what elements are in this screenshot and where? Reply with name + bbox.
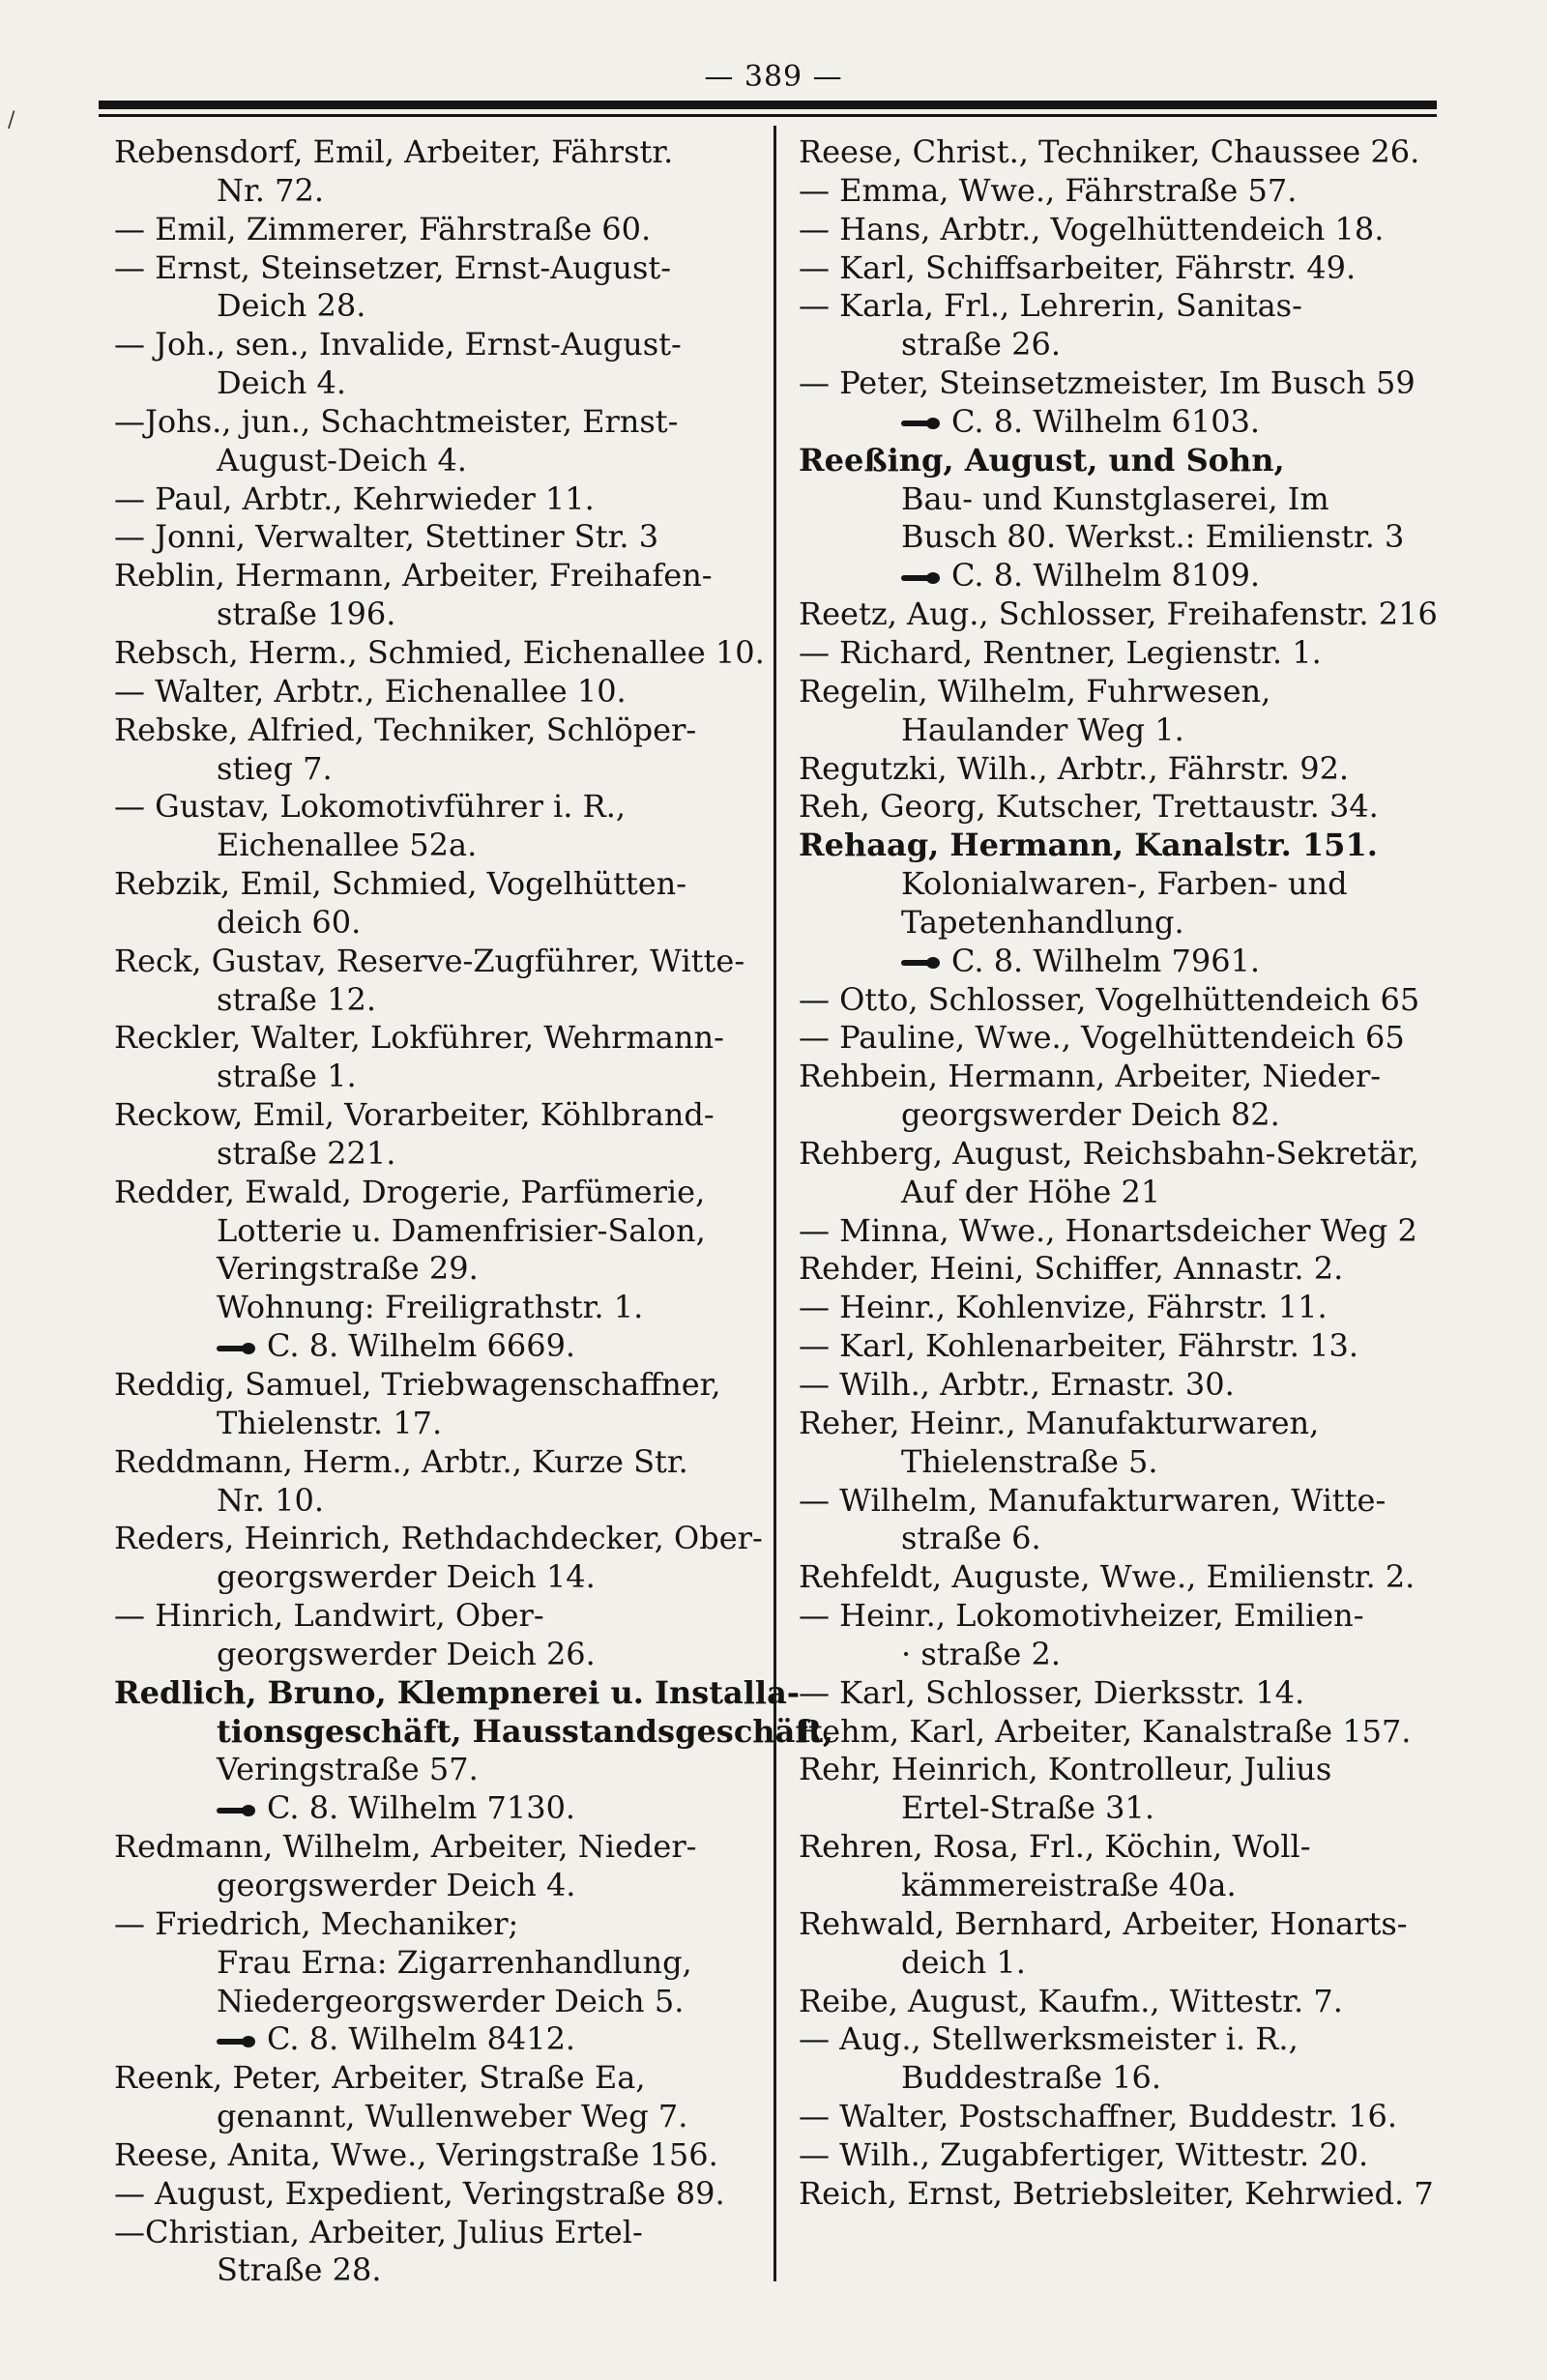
directory-line-text: C. 8. Wilhelm 8412. [267, 2020, 576, 2058]
directory-line [114, 1558, 760, 1597]
directory-line [799, 750, 1448, 789]
directory-line-text: straße 1. [217, 1058, 357, 1095]
directory-line-text: Rehwald, Bernhard, Arbeiter, Honarts- [799, 1904, 1408, 1942]
directory-line-text: — Peter, Steinsetzmeister, Im Busch 59 [799, 364, 1416, 402]
directory-line-text: —Christian, Arbeiter, Julius Ertel- [114, 2213, 643, 2250]
directory-line [799, 1520, 1448, 1558]
directory-line-text: Reese, Christ., Techniker, Chaussee 26. [799, 133, 1420, 170]
directory-line-text: Reckler, Walter, Lokführer, Wehrmann- [114, 1019, 724, 1057]
directory-line [114, 1096, 760, 1135]
directory-line [114, 788, 760, 827]
directory-line [114, 249, 760, 288]
directory-line [114, 211, 760, 249]
directory-line [799, 403, 1448, 442]
directory-line-text: Reese, Anita, Wwe., Veringstraße 156. [114, 2135, 718, 2173]
directory-line-text: Reders, Heinrich, Rethdachdecker, Ober- [114, 1520, 763, 1557]
directory-line [114, 1327, 760, 1366]
directory-line-text: Reddig, Samuel, Triebwagenschaffner, [114, 1366, 721, 1403]
directory-line [114, 1905, 760, 1944]
directory-line-text: — Joh., sen., Invalide, Ernst-August- [114, 326, 682, 363]
directory-line-text: · straße 2. [901, 1635, 1062, 1672]
directory-line-text: tionsgeschäft, Hausstandsgeschäft, [217, 1712, 833, 1750]
directory-line [114, 673, 760, 711]
directory-line-text: — Karl, Kohlenarbeiter, Fährstr. 13. [799, 1327, 1358, 1365]
directory-line-text: C. 8. Wilhelm 7961. [951, 942, 1261, 979]
directory-line [799, 788, 1448, 827]
directory-line [799, 364, 1448, 403]
directory-line [114, 1597, 760, 1636]
directory-line [799, 442, 1448, 480]
telephone-icon [901, 418, 942, 429]
directory-line-text: August-Deich 4. [217, 441, 467, 479]
directory-line [114, 1712, 833, 1752]
directory-line-text: — Friedrich, Mechaniker; [114, 1904, 519, 1942]
directory-line [799, 1289, 1448, 1327]
directory-line-text: Auf der Höhe 21 [901, 1173, 1161, 1210]
directory-line [799, 904, 1448, 943]
directory-line [114, 2136, 760, 2175]
directory-line-text: Reetz, Aug., Schlosser, Freihafenstr. 216 [799, 595, 1438, 633]
directory-line-text: Thielenstr. 17. [217, 1404, 443, 1441]
directory-line-text: Lotterie u. Damenfrisier-Salon, [217, 1211, 706, 1249]
directory-line-text: Wohnung: Freiligrathstr. 1. [217, 1289, 644, 1326]
directory-line-text: — August, Expedient, Veringstraße 89. [114, 2174, 725, 2212]
directory-line [114, 1983, 760, 2021]
directory-line [799, 943, 1448, 981]
directory-line-text: Ertel-Straße 31. [901, 1789, 1155, 1827]
directory-line [799, 172, 1448, 211]
directory-line [799, 2059, 1448, 2098]
directory-line [799, 1327, 1448, 1366]
directory-line-text: Rehm, Karl, Arbeiter, Kanalstraße 157. [799, 1712, 1412, 1750]
directory-line-text: Eichenallee 52a. [217, 827, 478, 864]
directory-line-text: Haulander Weg 1. [901, 711, 1184, 748]
directory-line-text: — Karl, Schiffsarbeiter, Fährstr. 49. [799, 248, 1357, 286]
directory-line [799, 1019, 1448, 1058]
directory-line [799, 480, 1448, 519]
directory-line-text: — Wilhelm, Manufakturwaren, Witte- [799, 1481, 1386, 1519]
directory-line-text: C. 8. Wilhelm 7130. [267, 1789, 576, 1827]
directory-line-text: straße 6. [901, 1520, 1041, 1557]
directory-line [114, 364, 760, 403]
directory-line-text: Rebensdorf, Emil, Arbeiter, Fährstr. [114, 133, 674, 170]
directory-line-text: — Richard, Rentner, Legienstr. 1. [799, 633, 1322, 671]
directory-line [799, 249, 1448, 288]
directory-line [799, 1366, 1448, 1405]
directory-line [799, 1482, 1448, 1521]
directory-line-text: — Hinrich, Landwirt, Ober- [114, 1597, 544, 1635]
directory-line [799, 1867, 1448, 1905]
directory-line [114, 2175, 760, 2214]
directory-line-text: deich 1. [901, 1943, 1026, 1981]
directory-line [114, 1019, 760, 1058]
directory-line-text: genannt, Wullenweber Weg 7. [217, 2098, 688, 2135]
directory-line-text: — Karl, Schlosser, Dierksstr. 14. [799, 1673, 1305, 1711]
directory-line-text: Redlich, Bruno, Klempnerei u. Installa- [114, 1673, 801, 1711]
directory-line-text: —Johs., jun., Schachtmeister, Ernst- [114, 402, 679, 440]
directory-line [114, 1212, 760, 1251]
directory-line [114, 1174, 760, 1212]
directory-line-text: Rehr, Heinrich, Kontrolleur, Julius [799, 1751, 1332, 1788]
directory-line-text: C. 8. Wilhelm 6669. [267, 1327, 576, 1365]
directory-line [114, 1636, 760, 1674]
directory-line-text: Reckow, Emil, Vorarbeiter, Köhlbrand- [114, 1096, 715, 1134]
directory-line [114, 1944, 760, 1983]
directory-line [799, 1096, 1448, 1135]
directory-line [114, 1673, 801, 1713]
directory-line [799, 211, 1448, 249]
telephone-icon [217, 1805, 257, 1816]
directory-line [114, 2251, 760, 2290]
directory-line-text: — Jonni, Verwalter, Stettiner Str. 3 [114, 518, 659, 556]
directory-line-text: Kolonialwaren-, Farben- und [901, 865, 1348, 903]
directory-line [799, 287, 1448, 326]
directory-line [799, 1789, 1448, 1828]
directory-line [799, 1674, 1448, 1713]
directory-line-text: — Emma, Wwe., Fährstraße 57. [799, 171, 1298, 209]
directory-line [114, 518, 760, 557]
directory-line-text: Reblin, Hermann, Arbeiter, Freihafen- [114, 557, 713, 595]
left-column [114, 133, 833, 2290]
directory-line-text: Rehbein, Hermann, Arbeiter, Nieder- [799, 1058, 1382, 1095]
directory-line [799, 865, 1448, 904]
directory-line-text: straße 12. [217, 980, 377, 1018]
directory-line [114, 633, 765, 673]
margin-mark: / [8, 108, 15, 132]
directory-line-text: Redmann, Wilhelm, Arbeiter, Nieder- [114, 1828, 697, 1866]
directory-line [114, 1828, 760, 1867]
telephone-icon [217, 2036, 257, 2047]
directory-line [799, 2175, 1448, 2214]
directory-line [114, 1405, 760, 1443]
directory-line [114, 1135, 760, 1174]
directory-line [799, 595, 1448, 634]
directory-line-text: georgswerder Deich 4. [217, 1866, 576, 1903]
directory-line-text: Redder, Ewald, Drogerie, Parfümerie, [114, 1173, 706, 1210]
directory-line [799, 1983, 1448, 2021]
directory-line [799, 711, 1448, 750]
directory-line [114, 480, 760, 519]
directory-line [114, 904, 760, 943]
directory-line-text: Regutzki, Wilh., Arbtr., Fährstr. 92. [799, 749, 1350, 787]
directory-line-text: kämmereistraße 40a. [901, 1866, 1237, 1903]
directory-line [799, 133, 1448, 172]
directory-line [114, 750, 760, 789]
directory-line-text: Rehaag, Hermann, Kanalstr. 151. [799, 827, 1378, 864]
directory-line-text: Rebske, Alfried, Techniker, Schlöper- [114, 711, 697, 748]
directory-line-text: georgswerder Deich 26. [217, 1635, 596, 1672]
directory-line-text: — Hans, Arbtr., Vogelhüttendeich 18. [799, 210, 1385, 247]
directory-line [799, 1135, 1448, 1174]
directory-line [799, 634, 1448, 673]
directory-line [799, 557, 1448, 595]
directory-line [799, 2020, 1448, 2059]
directory-line-text: Busch 80. Werkst.: Emilienstr. 3 [901, 518, 1405, 556]
directory-line [114, 2059, 760, 2098]
directory-line [799, 1250, 1448, 1289]
directory-line-text: straße 196. [217, 595, 396, 633]
directory-line [114, 2098, 760, 2136]
header-rule-thick [99, 101, 1437, 109]
directory-line [114, 403, 760, 442]
directory-line-text: — Ernst, Steinsetzer, Ernst-August- [114, 248, 672, 286]
directory-line [799, 981, 1448, 1020]
directory-line [799, 1944, 1448, 1983]
directory-line-text: Rehder, Heini, Schiffer, Annastr. 2. [799, 1250, 1344, 1288]
directory-line-text: Frau Erna: Zigarrenhandlung, [217, 1943, 692, 1981]
directory-line [799, 1558, 1448, 1597]
telephone-icon [217, 1343, 257, 1354]
directory-line-text: deich 60. [217, 903, 362, 941]
directory-line-text: C. 8. Wilhelm 6103. [951, 402, 1261, 440]
directory-line-text: Nr. 72. [217, 171, 325, 209]
directory-line [799, 1828, 1448, 1867]
directory-line-text: — Gustav, Lokomotivführer i. R., [114, 788, 627, 826]
directory-line-text: — Pauline, Wwe., Vogelhüttendeich 65 [799, 1019, 1405, 1057]
directory-line-text: stieg 7. [217, 749, 333, 787]
directory-line-text: Veringstraße 29. [217, 1250, 479, 1288]
directory-line-text: — Heinr., Kohlenvize, Fährstr. 11. [799, 1289, 1328, 1326]
directory-line [114, 981, 760, 1020]
directory-line-text: Reich, Ernst, Betriebsleiter, Kehrwied. 7 [799, 2174, 1434, 2212]
directory-line-text: Reck, Gustav, Reserve-Zugführer, Witte- [114, 942, 745, 979]
directory-line [114, 711, 760, 750]
directory-line [799, 1597, 1448, 1636]
directory-line-text: Rehren, Rosa, Frl., Köchin, Woll- [799, 1828, 1311, 1866]
directory-line [799, 1174, 1448, 1212]
directory-line-text: Reher, Heinr., Manufakturwaren, [799, 1404, 1320, 1441]
directory-line-text: straße 26. [901, 326, 1062, 363]
directory-line-text: C. 8. Wilhelm 8109. [951, 557, 1261, 595]
directory-line-text: — Walter, Postschaffner, Buddestr. 16. [799, 2098, 1398, 2135]
directory-line-text: — Emil, Zimmerer, Fährstraße 60. [114, 210, 652, 247]
directory-line [114, 1058, 760, 1096]
directory-line-text: Rebzik, Emil, Schmied, Vogelhütten- [114, 865, 687, 903]
directory-line-text: — Heinr., Lokomotivheizer, Emilien- [799, 1597, 1364, 1635]
directory-line [799, 1751, 1448, 1789]
directory-line [114, 2020, 760, 2059]
directory-line-text: — Wilh., Arbtr., Ernastr. 30. [799, 1366, 1235, 1403]
directory-line-text: Rehfeldt, Auguste, Wwe., Emilienstr. 2. [799, 1558, 1416, 1596]
directory-line-text: Rebsch, Herm., Schmied, Eichenallee 10. [114, 633, 765, 671]
directory-line [799, 1713, 1448, 1752]
telephone-icon [901, 957, 942, 969]
directory-line-text: Regelin, Wilhelm, Fuhrwesen, [799, 672, 1271, 710]
directory-line [114, 2214, 760, 2252]
directory-line [799, 1905, 1448, 1944]
directory-line [114, 943, 760, 981]
directory-line-text: — Walter, Arbtr., Eichenallee 10. [114, 672, 627, 710]
directory-line-text: Niedergeorgswerder Deich 5. [217, 1982, 685, 2019]
directory-line [114, 442, 760, 480]
directory-line [114, 1250, 760, 1289]
directory-line [114, 1867, 760, 1905]
directory-line [114, 133, 760, 172]
directory-line [114, 865, 760, 904]
directory-line-text: Reenk, Peter, Arbeiter, Straße Ea, [114, 2059, 646, 2097]
directory-line-text: georgswerder Deich 14. [217, 1558, 596, 1596]
directory-line [799, 1636, 1448, 1674]
directory-line [114, 827, 760, 865]
directory-line [799, 1405, 1448, 1443]
directory-line-text: Reibe, August, Kaufm., Wittestr. 7. [799, 1982, 1343, 2019]
right-column [799, 133, 1448, 2214]
directory-line [799, 2098, 1448, 2136]
directory-line [799, 673, 1448, 711]
directory-line-text: — Karla, Frl., Lehrerin, Sanitas- [799, 287, 1302, 325]
directory-line [114, 326, 760, 364]
directory-line-text: georgswerder Deich 82. [901, 1096, 1280, 1134]
directory-line [114, 1751, 760, 1789]
directory-line [114, 172, 760, 211]
directory-line [799, 2136, 1448, 2175]
directory-line [114, 1520, 763, 1558]
directory-line-text: Deich 28. [217, 287, 366, 325]
page-number: — 389 — [704, 60, 843, 94]
directory-line [114, 557, 760, 595]
column-divider [774, 126, 776, 2281]
directory-line [114, 287, 760, 326]
directory-line [114, 1482, 760, 1521]
directory-line-text: Reddmann, Herm., Arbtr., Kurze Str. [114, 1442, 688, 1480]
directory-line [114, 595, 760, 634]
directory-line [799, 827, 1448, 865]
directory-line [114, 1443, 760, 1482]
directory-line [799, 1443, 1448, 1482]
directory-line-text: Veringstraße 57. [217, 1751, 479, 1788]
directory-line-text: — Paul, Arbtr., Kehrwieder 11. [114, 479, 595, 517]
directory-line-text: Buddestraße 16. [901, 2059, 1162, 2097]
directory-line [114, 1366, 760, 1405]
directory-line-text: Rehberg, August, Reichsbahn-Sekretär, [799, 1134, 1419, 1172]
directory-line-text: — Wilh., Zugabfertiger, Wittestr. 20. [799, 2135, 1369, 2173]
directory-line [114, 1789, 760, 1828]
header-rule-thin [99, 114, 1437, 117]
directory-line-text: Straße 28. [217, 2251, 382, 2289]
directory-line-text: Reeßing, August, und Sohn, [799, 441, 1285, 479]
directory-line-text: Tapetenhandlung. [901, 903, 1184, 941]
directory-line [799, 1058, 1448, 1096]
directory-line-text: Reh, Georg, Kutscher, Trettaustr. 34. [799, 788, 1379, 826]
directory-line-text: — Aug., Stellwerksmeister i. R., [799, 2020, 1299, 2058]
directory-line [799, 1212, 1448, 1251]
directory-line [799, 326, 1448, 364]
directory-line-text: Nr. 10. [217, 1481, 325, 1519]
telephone-icon [901, 572, 942, 584]
directory-line [114, 1289, 760, 1327]
directory-line-text: straße 221. [217, 1134, 396, 1172]
directory-line-text: — Minna, Wwe., Honartsdeicher Weg 2 [799, 1211, 1417, 1249]
directory-line-text: Thielenstraße 5. [901, 1442, 1158, 1480]
directory-line-text: Bau- und Kunstglaserei, Im [901, 479, 1329, 517]
directory-line [799, 518, 1448, 557]
directory-line-text: Deich 4. [217, 364, 347, 402]
directory-line-text: — Otto, Schlosser, Vogelhüttendeich 65 [799, 980, 1420, 1018]
